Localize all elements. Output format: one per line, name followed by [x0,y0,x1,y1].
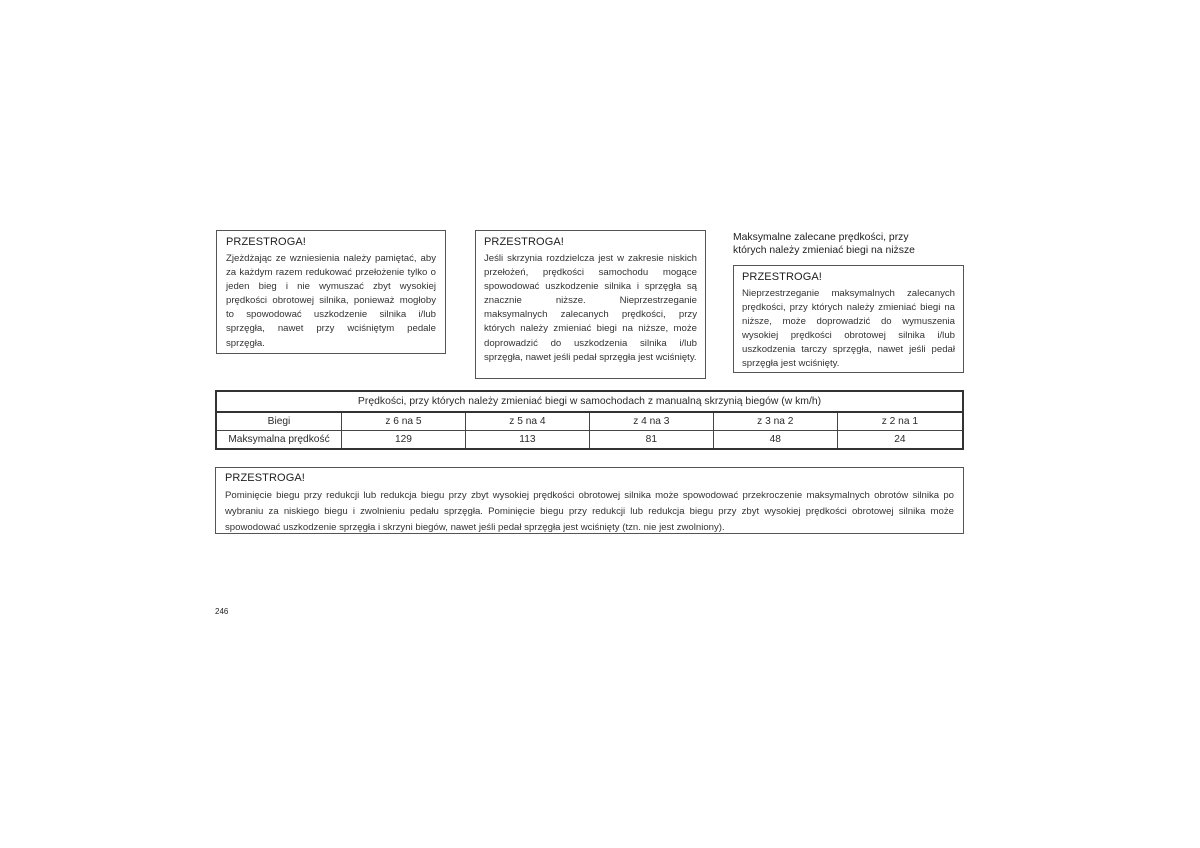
table-cell: z 3 na 2 [713,412,837,431]
table-cell: 129 [342,431,466,450]
warning-box-descent [216,230,446,354]
warning-title: PRZESTROGA! [226,236,306,248]
table-row [216,431,963,450]
warning-text: Nieprzestrzeganie maksymalnych zalecanych prędkości, przy których należy zmieniać biegi na niższe, może doprowadzić do wymuszenia wysokiej prędkości obrotowej silnika i/lub uszkodzenia tarczy sprzęgła, nawet jeśli pedał sprzęgła jest wciśnięty. [742,288,955,370]
table-cell: z 5 na 4 [465,412,589,431]
table-row-label: Maksymalna prędkość [216,431,342,450]
page-number: 246 [215,607,229,616]
table-cell: z 4 na 3 [589,412,713,431]
warning-title: PRZESTROGA! [742,271,822,283]
warning-box-skip-gear [215,467,964,534]
warning-text: Zjeżdżając ze wzniesienia należy pamiętać, aby za każdym razem redukować przełożenie tylko o jeden bieg i nie wymuszać zbyt wysokiej prędkości obrotowej silnika, ponieważ mogłoby to spowodować uszkodzenie silnika i/lub sprzęgła, nawet przy wciśniętym pedale sprzęgła. [226,253,436,349]
section-heading-line: Maksymalne zalecane prędkości, przy [733,232,909,243]
table-cell: 48 [713,431,837,450]
table-row-label: Biegi [216,412,342,431]
warning-text: Pominięcie biegu przy redukcji lub redukcja biegu przy zbyt wysokiej prędkości obrotowej silnika może spowodować przekroczenie maksymalnych obrotów silnika po wybraniu za niskiego biegu i zwolnieniu pedału sprzęgła. Pominięcie biegu przy redukcji lub redukcja biegu przy zbyt wysokiej prędkości obrotowej silnika może spowodować uszkodzenie sprzęgła i skrzyni biegów, nawet jeśli pedał sprzęgła jest wciśnięty (tzn. nie jest zwolniony). [225,490,954,533]
section-heading-line: których należy zmieniać biegi na niższe [733,244,915,256]
table-cell: z 2 na 1 [837,412,963,431]
table-cell: z 6 na 5 [342,412,466,431]
table-cell: 24 [837,431,963,450]
warning-box-transfer-case [475,230,706,379]
warning-box-max-speed [733,265,964,373]
table-cell: 113 [465,431,589,450]
table-cell: 81 [589,431,713,450]
warning-title: PRZESTROGA! [225,472,305,484]
table-caption-row [216,391,963,412]
section-heading [733,232,968,257]
warning-title: PRZESTROGA! [484,236,564,248]
warning-text: Jeśli skrzynia rozdzielcza jest w zakresie niskich przełożeń, prędkości samochodu mogące spowodować uszkodzenie silnika i sprzęgła są znacznie niższe. Nieprzestrzeganie maksymalnych zalecanych prędkości, przy których należy zmieniać biegi na niższe, może doprowadzić do uszkodzenia silnika i/lub sprzęgła, nawet jeśli pedał sprzęgła jest wciśnięty. [484,253,697,363]
shift-speed-table [215,390,964,450]
table-caption: Prędkości, przy których należy zmieniać biegi w samochodach z manualną skrzynią biegów (w km/h) [216,391,963,412]
table-row [216,412,963,431]
